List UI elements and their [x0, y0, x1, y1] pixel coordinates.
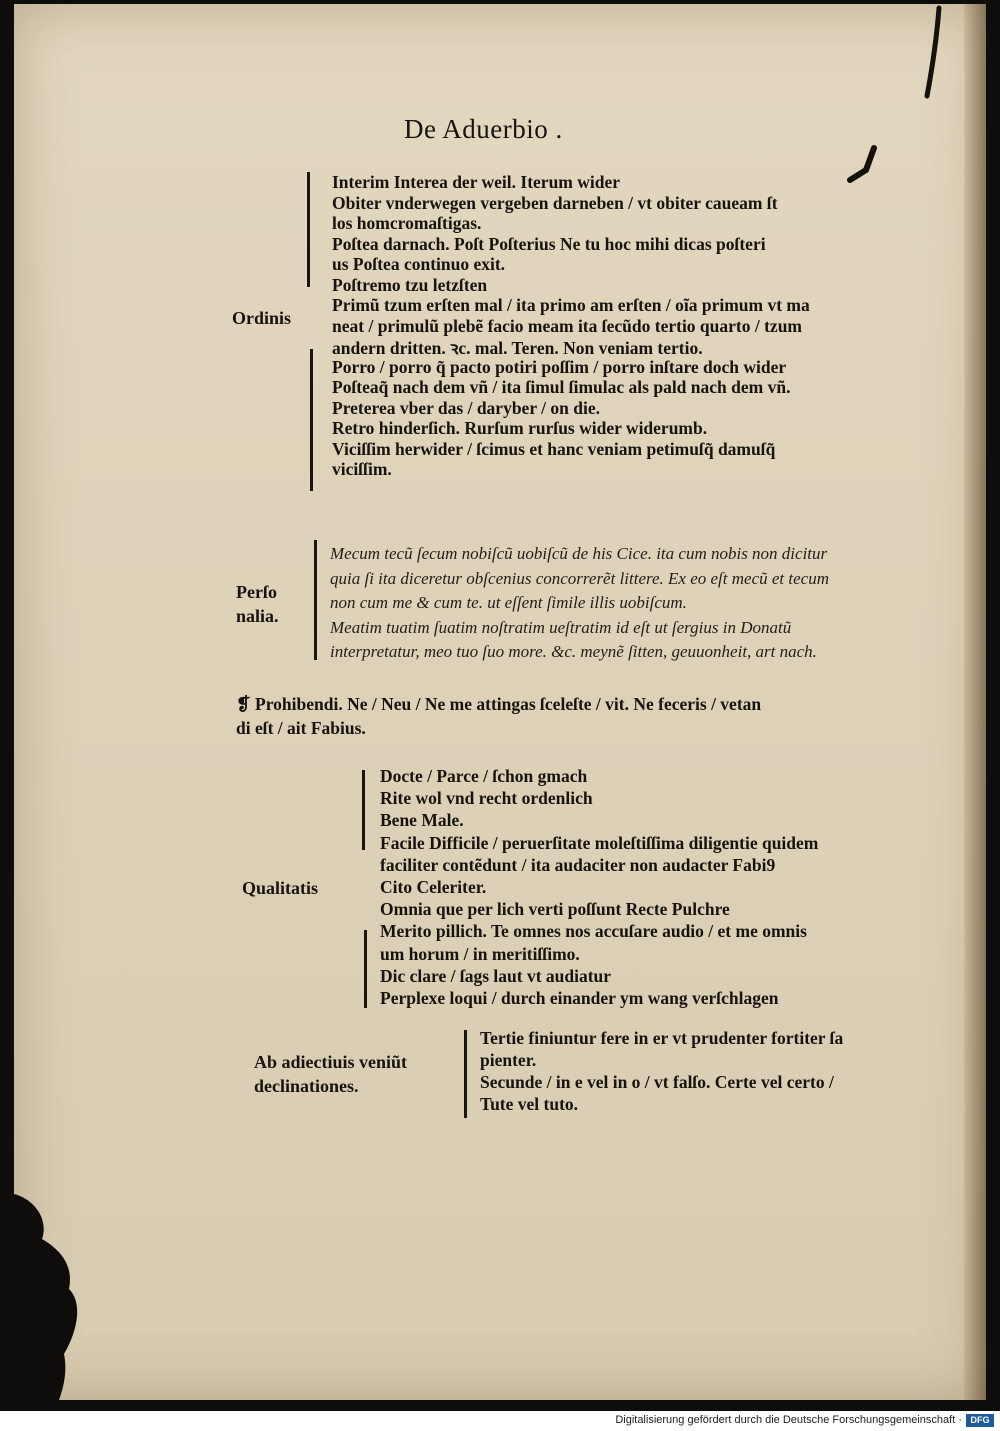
adiectiuis-label: declinationes. — [254, 1076, 359, 1096]
ordinis-text-line: Poſteaq̃ nach dem vñ / ita ſimul ſimulac als pald nach dem vñ. — [332, 377, 791, 397]
personalia-label: Perſo — [236, 582, 277, 602]
adiectiuis-text-line: Tute vel tuto. — [480, 1094, 579, 1114]
funding-credit: Digitalisierung gefördert durch die Deutsche Forschungsgemeinschaft · — [615, 1414, 962, 1426]
page-title: De Aduerbio . — [404, 114, 563, 144]
qualitatis-text-line: Bene Male. — [380, 810, 464, 831]
ordinis-text-line: Poſtea darnach. Poſt Poſterius Ne tu hoc mihi dicas poſteri — [332, 233, 766, 254]
ordinis-text-line: andern dritten. ꝛc. mal. Teren. Non veniam tertio. — [332, 338, 703, 358]
ordinis-text-line: Porro / porro q̃ pacto potiri poſſim / porro inſtare doch wider — [332, 356, 787, 377]
prohibendi-text-line: ❡ Prohibendi. Ne / Neu / Ne me attingas ſceleſte / vit. Ne feceris / vetan — [236, 694, 762, 714]
qualitatis-text-line: faciliter contẽdunt / ita audaciter non audacter Fabi9 — [380, 854, 776, 875]
ordinis-bracket — [307, 172, 310, 287]
adiectiuis-text-line: Tertie finiuntur fere in er vt prudenter fortiter ſa — [480, 1028, 844, 1048]
ordinis-text-line: Viciſſim herwider / ſcimus et hanc veniam petimuſq̃ damuſq̃ — [332, 438, 776, 459]
page-edge-shadow — [964, 4, 986, 1400]
qualitatis-text-line: Perplexe loqui / durch einander ym wang verſchlagen — [380, 988, 779, 1008]
adiectiuis-text-line: Secunde / in e vel in o / vt falſo. Certe vel certo / — [480, 1072, 834, 1092]
book-page — [14, 4, 986, 1400]
adiectiuis-bracket — [464, 1030, 467, 1118]
ordinis-label: Ordinis — [232, 308, 292, 328]
qualitatis-label: Qualitatis — [242, 878, 319, 898]
personalia-bracket — [314, 540, 317, 660]
adiectiuis-text-line: pienter. — [480, 1050, 537, 1070]
ordinis-text-line: Primũ tzum erſten mal / ita primo am erſten / oĩa primum vt ma — [332, 295, 810, 315]
ordinis-text-line: Retro hinderſich. Rurſum rurſus wider widerumb. — [332, 418, 708, 438]
ordinis-bracket — [310, 349, 313, 491]
ordinis-text-line: neat / primulũ plebẽ facio meam ita ſecũdo tertio quarto / tzum — [332, 315, 803, 336]
qualitatis-text-line: Merito pillich. Te omnes nos accuſare audio / et me omnis — [380, 921, 807, 942]
personalia-text-line: Meatim tuatim ſuatim noſtratim ueſtratim id eſt ut ſergius in Donatũ — [330, 617, 792, 637]
adiectiuis-label: Ab adiectiuis veniũt — [254, 1052, 408, 1072]
qualitatis-bracket — [364, 930, 367, 1008]
footer-bar — [0, 1411, 1000, 1431]
ink-stroke-mark — [899, 4, 959, 114]
ordinis-text-line: us Poſtea continuo exit. — [332, 254, 506, 274]
personalia-text-line: Mecum tecũ ſecum nobiſcũ uobiſcũ de his Cice. ita cum nobis non dicitur — [330, 544, 828, 563]
ordinis-text-line: Obiter vnderwegen vergeben darneben / vt obiter caueam ſt — [332, 192, 778, 213]
ordinis-text-line: Interim Interea der weil. Iterum wider — [332, 172, 621, 192]
ordinis-text-line: Poſtremo tzu letzſten — [332, 274, 488, 295]
personalia-text-line: quia ſi ita diceretur obſcenius concorrerẽt littere. Ex eo eſt mecũ et tecum — [330, 568, 829, 588]
qualitatis-text-line: Omnia que per lich verti poſſunt Recte Pulchre — [380, 899, 730, 920]
qualitatis-bracket — [362, 770, 365, 850]
prohibendi-text-line: di eſt / ait Fabius. — [236, 718, 366, 738]
personalia-label: nalia. — [236, 606, 279, 626]
qualitatis-text-line: Facile Difficile / peruerſitate moleſtiſſima diligentie quidem — [380, 832, 819, 853]
ink-flourish-mark — [844, 144, 884, 194]
ordinis-text-line: Preterea vber das / daryber / on die. — [332, 397, 600, 418]
personalia-text-line: interpretatur, meo tuo ſuo more. &c. meynẽ ſitten, geuuonheit, art nach. — [330, 642, 817, 661]
qualitatis-text-line: Cito Celeriter. — [380, 877, 487, 897]
qualitatis-text-line: Dic clare / ſags laut vt audiatur — [380, 965, 612, 986]
personalia-text-line: non cum me & cum te. ut eſſent ſimile illis uobiſcum. — [330, 593, 687, 612]
torn-corner — [14, 1194, 104, 1411]
dfg-logo: DFG — [966, 1414, 994, 1427]
qualitatis-text-line: um horum / in meritiſſimo. — [380, 943, 580, 964]
qualitatis-text-line: Docte / Parce / ſchon gmach — [380, 766, 588, 786]
ordinis-text-line: los homcromaſtigas. — [332, 213, 482, 233]
ordinis-text-line: viciſſim. — [332, 459, 392, 479]
qualitatis-text-line: Rite wol vnd recht ordenlich — [380, 788, 593, 809]
